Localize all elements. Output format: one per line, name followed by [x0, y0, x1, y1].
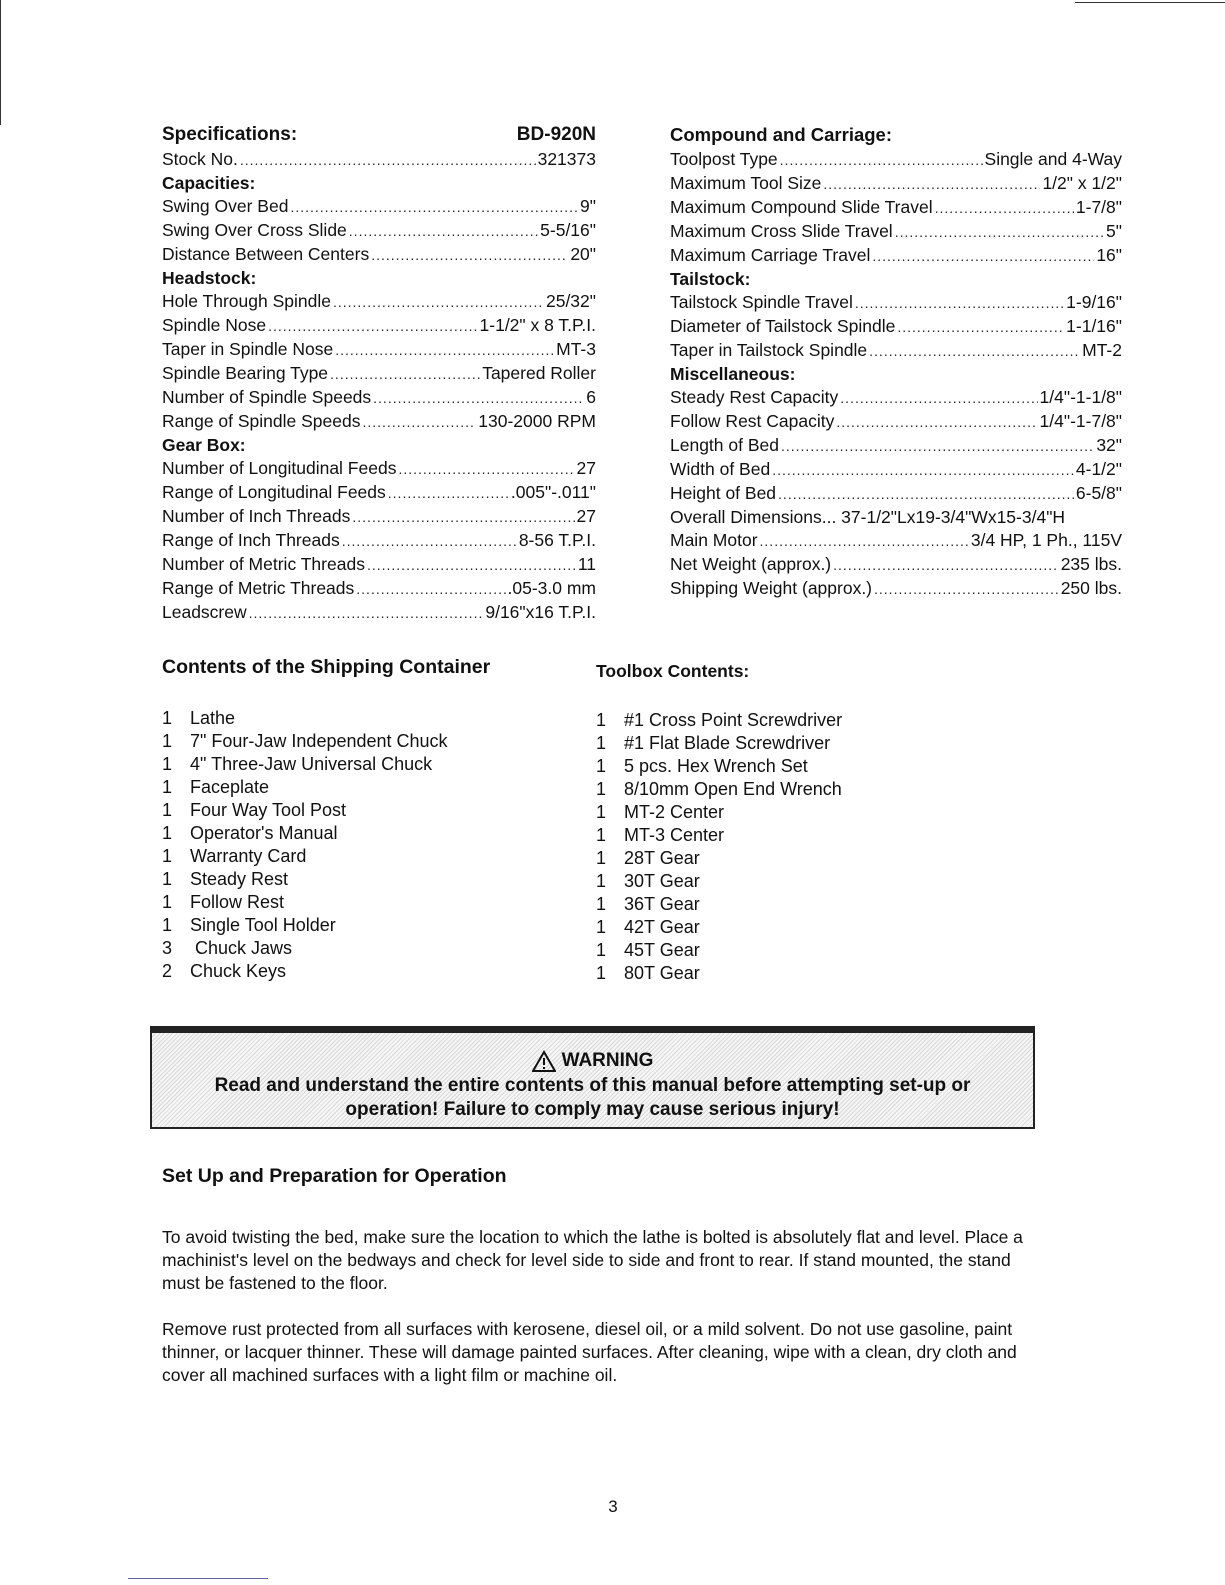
list-item — [596, 962, 996, 985]
list-item — [596, 801, 996, 824]
spec-label: Maximum Tool Size — [670, 173, 822, 193]
spec-row — [670, 434, 1122, 458]
overall-dimensions: Overall Dimensions... 37-1/2"Lx19-3/4"Wx15-3/4"H — [670, 507, 1066, 527]
spec-value: 6-5/8" — [1075, 483, 1122, 503]
item-name: Lathe — [190, 708, 236, 728]
spec-value: 5" — [1106, 221, 1122, 241]
item-name: 4" Three-Jaw Universal Chuck — [190, 754, 433, 774]
item-name: 45T Gear — [624, 940, 700, 960]
list-item — [596, 824, 996, 847]
specifications-title: Specifications: — [162, 124, 298, 145]
setup-heading: Set Up and Preparation for Operation — [162, 1165, 507, 1187]
spec-row — [670, 291, 1122, 315]
tailstock-heading: Tailstock: — [670, 269, 751, 289]
spec-value: 25/32" — [545, 291, 596, 311]
page-number: 3 — [608, 1497, 618, 1516]
spec-label: Net Weight (approx.) — [670, 554, 832, 574]
spec-label: Tailstock Spindle Travel — [670, 292, 853, 312]
capacities-heading: Capacities: — [162, 173, 256, 193]
spec-label: Maximum Compound Slide Travel — [670, 197, 933, 217]
spec-row — [670, 577, 1122, 601]
list-item — [162, 799, 562, 822]
warning-triangle-icon — [532, 1050, 556, 1072]
item-qty: 1 — [596, 917, 607, 937]
model-number: BD-920N — [516, 124, 596, 145]
spec-label: Range of Spindle Speeds — [162, 411, 361, 431]
item-qty: 1 — [596, 779, 607, 799]
spec-label: Shipping Weight (approx.) — [670, 578, 873, 598]
list-item — [596, 870, 996, 893]
spec-value: 16" — [1096, 245, 1122, 265]
spec-row — [162, 553, 596, 577]
spec-row — [670, 529, 1122, 553]
item-qty: 1 — [162, 915, 173, 935]
spec-label: Range of Longitudinal Feeds — [162, 482, 386, 502]
spec-value: 235 lbs. — [1060, 554, 1122, 574]
shipping-contents-heading: Contents of the Shipping Container — [162, 656, 491, 678]
item-qty: 1 — [596, 710, 607, 730]
spec-row — [670, 482, 1122, 506]
list-item — [162, 868, 562, 891]
item-qty: 1 — [162, 846, 173, 866]
item-name: Four Way Tool Post — [190, 800, 347, 820]
item-qty: 3 — [162, 938, 173, 958]
item-name: 7" Four-Jaw Independent Chuck — [190, 731, 448, 751]
spec-row — [162, 505, 596, 529]
spec-value: 9" — [580, 196, 596, 216]
spec-row — [670, 410, 1122, 434]
item-name: 36T Gear — [624, 894, 700, 914]
spec-value: 27 — [576, 506, 596, 526]
list-item — [596, 709, 996, 732]
item-qty: 1 — [162, 777, 173, 797]
spec-label: Leadscrew — [162, 602, 247, 622]
list-item — [162, 730, 562, 753]
spec-row — [162, 314, 596, 338]
spec-value: 250 lbs. — [1060, 578, 1122, 598]
list-item — [596, 755, 996, 778]
compound-heading: Compound and Carriage: — [670, 124, 893, 145]
spec-value: 8-56 T.P.I. — [518, 530, 596, 550]
item-name: 30T Gear — [624, 871, 700, 891]
shipping-contents-list — [162, 707, 562, 983]
misc-heading: Miscellaneous: — [670, 364, 796, 384]
spec-row — [670, 458, 1122, 482]
item-qty: 1 — [162, 800, 173, 820]
carriage-column — [670, 122, 1122, 601]
spec-value: 3/4 HP, 1 Ph., 115V — [970, 530, 1122, 550]
headstock-heading: Headstock: — [162, 268, 257, 288]
item-name: Single Tool Holder — [190, 915, 336, 935]
spec-row — [162, 243, 596, 267]
spec-label: Taper in Tailstock Spindle — [670, 340, 868, 360]
spec-value: 20" — [570, 244, 596, 264]
spec-row — [162, 481, 596, 505]
item-qty: 1 — [162, 869, 173, 889]
item-qty: 2 — [162, 961, 173, 981]
spec-label: Number of Longitudinal Feeds — [162, 458, 397, 478]
scan-edge-top — [1075, 2, 1225, 3]
warning-title: WARNING — [561, 1050, 654, 1071]
spec-label: Range of Inch Threads — [162, 530, 340, 550]
spec-label: Height of Bed — [670, 483, 777, 503]
spec-row — [670, 315, 1122, 339]
setup-paragraph-2: Remove rust protected from all surfaces with kerosene, diesel oil, or a mild solvent. Do not use gasoline, paint thinner, or lacquer thinner. These will damage painted surfaces. After cleaning, wipe with a clean, dry cloth and cover all machined surfaces with a light film or machine oil. — [162, 1319, 1017, 1385]
item-qty: 1 — [596, 963, 607, 983]
item-qty: 1 — [162, 708, 173, 728]
spec-row — [670, 220, 1122, 244]
spec-row — [162, 386, 596, 410]
spec-row — [162, 219, 596, 243]
item-name: 28T Gear — [624, 848, 700, 868]
item-name: Chuck Jaws — [190, 938, 293, 958]
item-name: Chuck Keys — [190, 961, 287, 981]
spec-value: 1/4"-1-1/8" — [1039, 387, 1122, 407]
item-name: 5 pcs. Hex Wrench Set — [624, 756, 808, 776]
spec-value: 4-1/2" — [1075, 459, 1122, 479]
spec-label: Spindle Bearing Type — [162, 363, 329, 383]
spec-value: 1-9/16" — [1066, 292, 1122, 312]
spec-label: Maximum Carriage Travel — [670, 245, 871, 265]
spec-value: 32" — [1096, 435, 1122, 455]
item-name: Operator's Manual — [190, 823, 338, 843]
item-name: Follow Rest — [190, 892, 285, 912]
spec-value: MT-3 — [556, 339, 596, 359]
item-qty: 1 — [162, 892, 173, 912]
spec-row — [162, 195, 596, 219]
item-name: 8/10mm Open End Wrench — [624, 779, 842, 799]
list-item — [162, 914, 562, 937]
spec-row — [162, 577, 596, 601]
list-item — [162, 753, 562, 776]
spec-value: 1-7/8" — [1075, 197, 1122, 217]
scan-edge-bottom — [128, 1578, 268, 1579]
spec-value: 11 — [577, 554, 596, 574]
spec-row — [670, 386, 1122, 410]
spec-label: Range of Metric Threads — [162, 578, 355, 598]
item-qty: 1 — [596, 894, 607, 914]
warning-box — [150, 1026, 1035, 1129]
list-item — [162, 960, 562, 983]
spec-value: 9/16"x16 T.P.I. — [485, 602, 596, 622]
list-item — [162, 937, 562, 960]
spec-label: Toolpost Type — [670, 149, 778, 169]
spec-value: 5-5/16" — [540, 220, 596, 240]
spec-row — [670, 244, 1122, 268]
item-name: #1 Flat Blade Screwdriver — [624, 733, 831, 753]
spec-value: 1/4"-1-7/8" — [1039, 411, 1122, 431]
item-qty: 1 — [596, 802, 607, 822]
spec-label: Diameter of Tailstock Spindle — [670, 316, 896, 336]
spec-label: Maximum Cross Slide Travel — [670, 221, 893, 241]
spec-label: Number of Inch Threads — [162, 506, 351, 526]
spec-value: MT-2 — [1082, 340, 1122, 360]
spec-row — [670, 148, 1122, 172]
spec-row — [670, 553, 1122, 577]
item-name: MT-2 Center — [624, 802, 725, 822]
spec-value: .005"-.011" — [510, 482, 596, 502]
item-qty: 1 — [596, 825, 607, 845]
item-qty: 1 — [596, 940, 607, 960]
specifications-title-row — [162, 122, 596, 148]
item-name: MT-3 Center — [624, 825, 725, 845]
spec-row — [670, 339, 1122, 363]
spec-value: 1/2" x 1/2" — [1042, 173, 1122, 193]
list-item — [162, 776, 562, 799]
gearbox-heading: Gear Box: — [162, 435, 246, 455]
spec-label: Distance Between Centers — [162, 244, 370, 264]
spec-label: Number of Spindle Speeds — [162, 387, 372, 407]
spec-row — [162, 601, 596, 625]
toolbox-contents-heading: Toolbox Contents: — [596, 661, 750, 681]
item-qty: 1 — [596, 733, 607, 753]
item-qty: 1 — [596, 756, 607, 776]
spec-label: Taper in Spindle Nose — [162, 339, 334, 359]
setup-paragraph-1: To avoid twisting the bed, make sure the location to which the lathe is bolted is absolutely flat and level. Place a machinist's level on the bedways and check for level side to side and front to rear. If stand mounted, the stand must be fastened to the floor. — [162, 1227, 1023, 1293]
item-qty: 1 — [162, 731, 173, 751]
item-qty: 1 — [596, 871, 607, 891]
spec-row — [162, 410, 596, 434]
item-name: #1 Cross Point Screwdriver — [624, 710, 843, 730]
scan-edge-left — [0, 0, 1, 125]
spec-value: 1-1/16" — [1066, 316, 1122, 336]
spec-row — [162, 362, 596, 386]
spec-row — [162, 338, 596, 362]
spec-label: Number of Metric Threads — [162, 554, 365, 574]
spec-label: Swing Over Bed — [162, 196, 289, 216]
list-item — [596, 778, 996, 801]
spec-value: 27 — [576, 458, 596, 478]
spec-label: Follow Rest Capacity — [670, 411, 835, 431]
warning-text: Read and understand the entire contents of this manual before attempting set-up or operation! Failure to comply may cause serious injury! — [214, 1075, 971, 1120]
specifications-column — [162, 122, 596, 625]
spec-row — [162, 457, 596, 481]
list-item — [596, 732, 996, 755]
spec-label: Swing Over Cross Slide — [162, 220, 347, 240]
list-item — [596, 916, 996, 939]
spec-row — [670, 172, 1122, 196]
item-qty: 1 — [162, 823, 173, 843]
spec-label: Main Motor — [670, 530, 758, 550]
list-item — [162, 845, 562, 868]
spec-row-stock — [162, 148, 596, 172]
spec-row — [162, 529, 596, 553]
spec-label: Steady Rest Capacity — [670, 387, 839, 407]
spec-label: Hole Through Spindle — [162, 291, 331, 311]
item-qty: 1 — [596, 848, 607, 868]
spec-value: 6 — [586, 387, 596, 407]
warning-title-row — [152, 1048, 1033, 1074]
list-item — [162, 891, 562, 914]
list-item — [596, 847, 996, 870]
spec-label: Spindle Nose — [162, 315, 267, 335]
spec-row — [670, 196, 1122, 220]
spec-value: 130-2000 RPM — [478, 411, 596, 431]
spec-value: 1-1/2" x 8 T.P.I. — [479, 315, 596, 335]
toolbox-contents-list — [596, 709, 996, 985]
item-name: 42T Gear — [624, 917, 700, 937]
item-name: Faceplate — [190, 777, 270, 797]
spec-value: Single and 4-Way — [984, 149, 1122, 169]
spec-row — [162, 290, 596, 314]
warning-top-bar — [152, 1028, 1033, 1033]
list-item — [162, 822, 562, 845]
spec-label: Length of Bed — [670, 435, 779, 455]
item-name: 80T Gear — [624, 963, 700, 983]
spec-label: Width of Bed — [670, 459, 771, 479]
item-name: Steady Rest — [190, 869, 289, 889]
spec-value: Tapered Roller — [482, 363, 596, 383]
list-item — [596, 939, 996, 962]
item-qty: 1 — [162, 754, 173, 774]
spec-value: 321373 — [537, 149, 596, 169]
spec-value: .05-3.0 mm — [507, 578, 596, 598]
list-item — [162, 707, 562, 730]
spec-label: Stock No. — [162, 149, 238, 169]
list-item — [596, 893, 996, 916]
item-name: Warranty Card — [190, 846, 307, 866]
